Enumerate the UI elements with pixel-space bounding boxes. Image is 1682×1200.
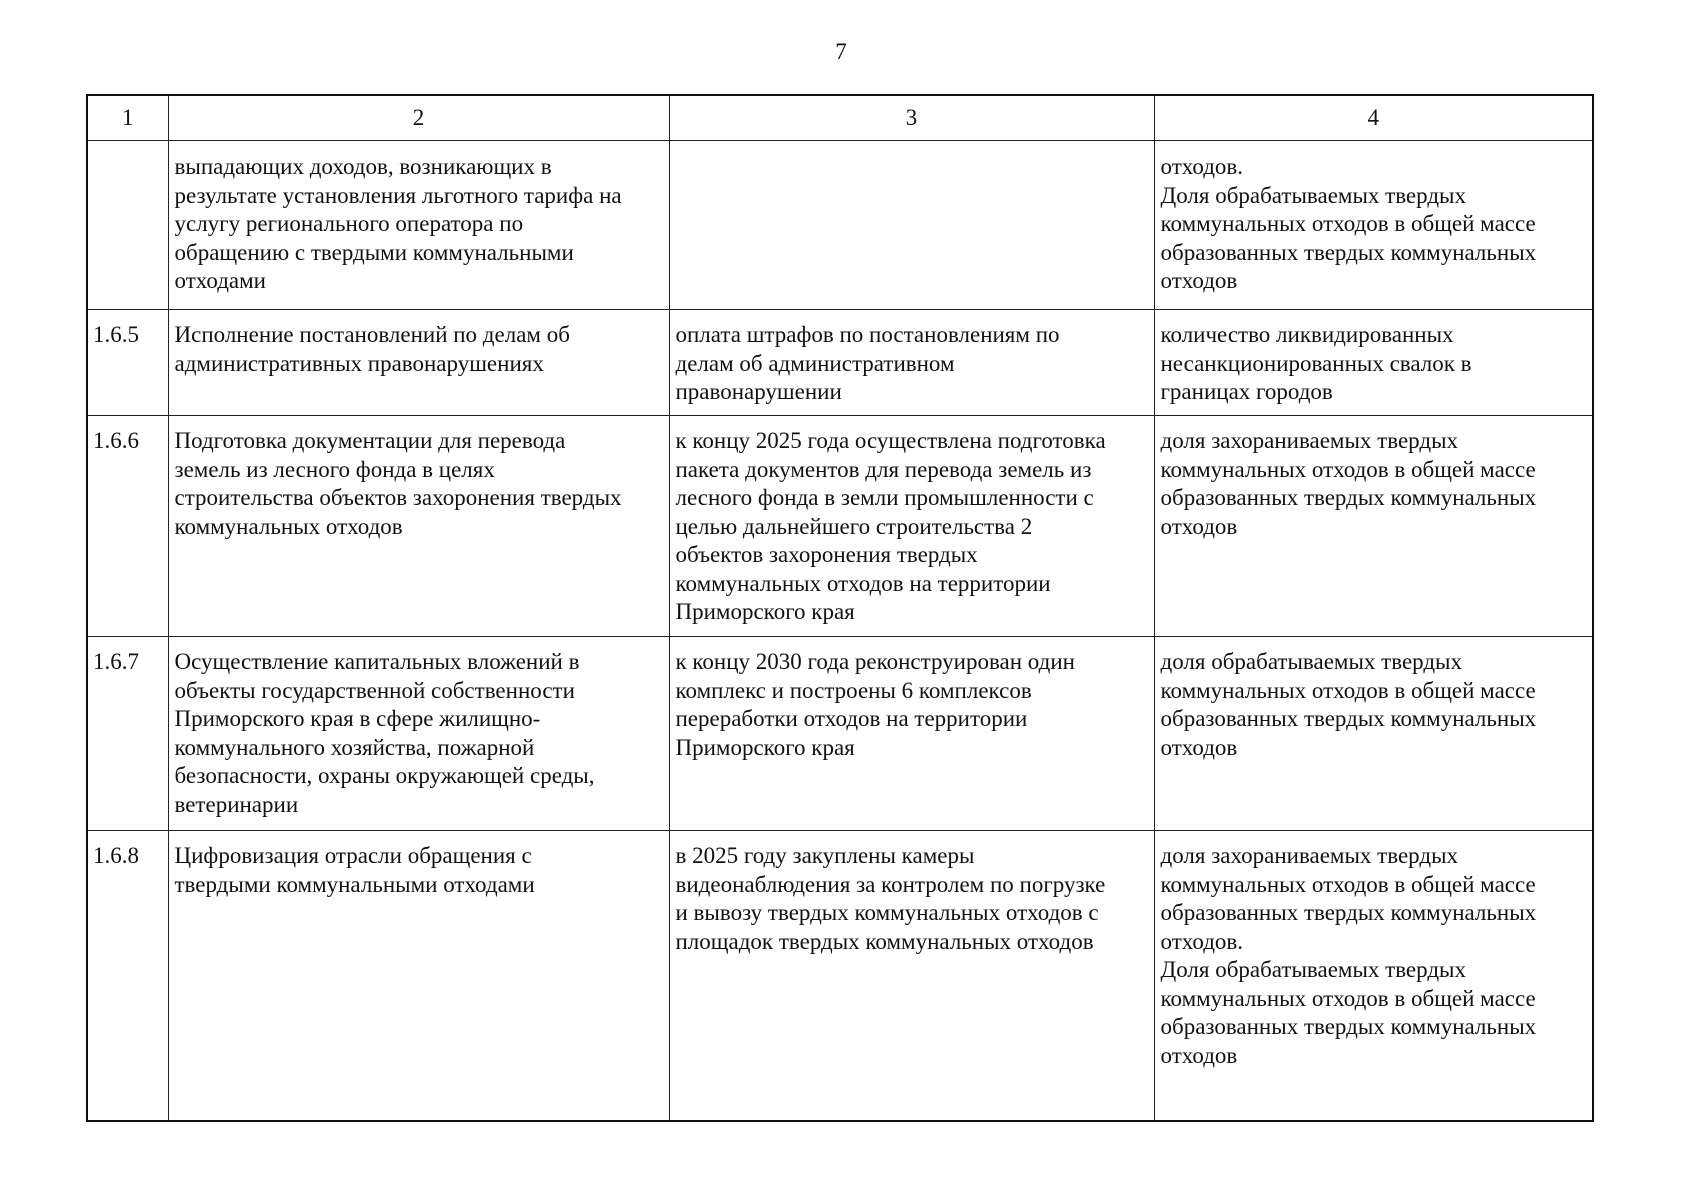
measures-table <box>86 94 1594 1122</box>
indicator-cell: отходов. Доля обрабатываемых твердых коммунальных отходов в общей массе образованных твердых коммунальных отходов <box>1154 141 1593 310</box>
table-header-row <box>87 95 1593 141</box>
result-cell: к концу 2025 года осуществлена подготовка пакета документов для перевода земель из лесного фонда в земли промышленности с целью дальнейшего строительства 2 объектов захоронения твердых коммунальных отходов на территории Приморского края <box>669 416 1154 637</box>
row-number-cell: 1.6.6 <box>87 416 168 637</box>
result-cell: к концу 2030 года реконструирован один комплекс и построены 6 комплексов переработки отходов на территории Приморского края <box>669 637 1154 831</box>
result-cell: оплата штрафов по постановлениям по делам об административном правонарушении <box>669 310 1154 416</box>
column-header-4: 4 <box>1154 95 1593 141</box>
event-cell: Подготовка документации для перевода земель из лесного фонда в целях строительства объектов захоронения твердых коммунальных отходов <box>168 416 669 637</box>
column-header-3: 3 <box>669 95 1154 141</box>
page-number: 7 <box>835 39 847 64</box>
result-cell: в 2025 году закуплены камеры видеонаблюдения за контролем по погрузке и вывозу твердых коммунальных отходов с площадок твердых коммунальных отходов <box>669 831 1154 1122</box>
event-cell: Исполнение постановлений по делам об административных правонарушениях <box>168 310 669 416</box>
event-cell: Цифровизация отрасли обращения с твердыми коммунальными отходами <box>168 831 669 1122</box>
table-row <box>87 141 1593 310</box>
table-row <box>87 831 1593 1122</box>
indicator-cell: доля захораниваемых твердых коммунальных отходов в общей массе образованных твердых коммунальных отходов <box>1154 416 1593 637</box>
table-row <box>87 416 1593 637</box>
event-cell: Осуществление капитальных вложений в объекты государственной собственности Приморского края в сфере жилищно- коммунального хозяйства, пожарной безопасности, охраны окружающей среды, ветеринарии <box>168 637 669 831</box>
row-number-cell: 1.6.7 <box>87 637 168 831</box>
table-row <box>87 310 1593 416</box>
column-header-1: 1 <box>87 95 168 141</box>
table-row <box>87 637 1593 831</box>
indicator-cell: доля обрабатываемых твердых коммунальных отходов в общей массе образованных твердых коммунальных отходов <box>1154 637 1593 831</box>
indicator-cell: количество ликвидированных несанкционированных свалок в границах городов <box>1154 310 1593 416</box>
event-cell: выпадающих доходов, возникающих в результате установления льготного тарифа на услугу регионального оператора по обращению с твердыми коммунальными отходами <box>168 141 669 310</box>
row-number-cell <box>87 141 168 310</box>
result-cell <box>669 141 1154 310</box>
column-header-2: 2 <box>168 95 669 141</box>
indicator-cell: доля захораниваемых твердых коммунальных отходов в общей массе образованных твердых коммунальных отходов. Доля обрабатываемых твердых коммунальных отходов в общей массе образованных твердых коммунальных отходов <box>1154 831 1593 1122</box>
row-number-cell: 1.6.8 <box>87 831 168 1122</box>
row-number-cell: 1.6.5 <box>87 310 168 416</box>
